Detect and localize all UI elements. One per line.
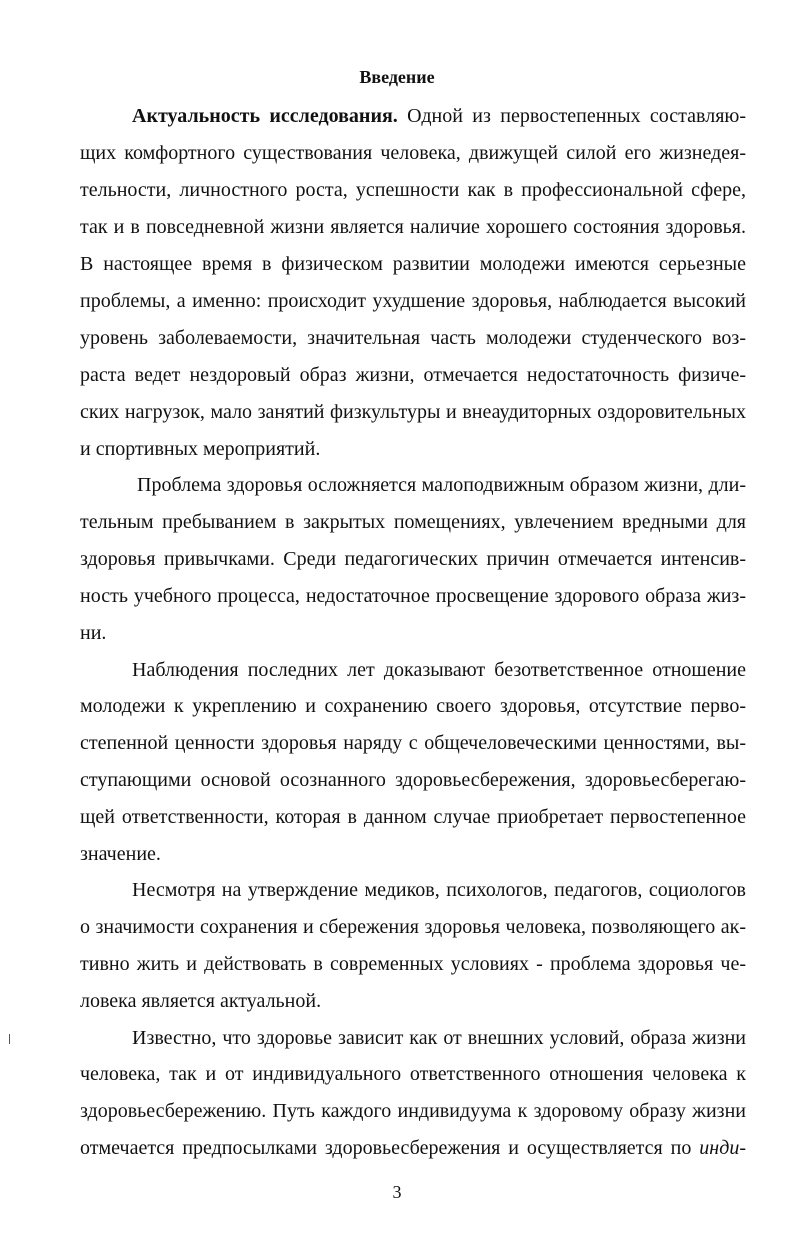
paragraph-2-line-5: ни. bbox=[80, 622, 107, 644]
section-lead-bold: Актуальность исследования. bbox=[132, 105, 398, 127]
paragraph-3-line-3: степенной ценности здоровья наряду с общечеловеческими ценностями, вы- bbox=[80, 732, 746, 754]
paragraph-5-line-2: человека, так и от индивидуального ответственного отношения человека к bbox=[80, 1063, 746, 1085]
paragraph-1-line-6: проблемы, а именно: происходит ухудшение здоровья, наблюдается высокий bbox=[80, 290, 746, 312]
paragraph-1-line-9: ских нагрузок, мало занятий физкультуры и внеаудиторных оздоровительных bbox=[80, 401, 746, 423]
paragraph-1-line-3: тельности, личностного роста, успешности как в профессиональной сфере, bbox=[80, 179, 746, 201]
paragraph-5-line-3: здоровьесбережению. Путь каждого индивидуума к здоровому образу жизни bbox=[80, 1100, 746, 1122]
italic-word-fragment: инди- bbox=[699, 1137, 746, 1159]
paragraph-4-line-2: о значимости сохранения и сбережения здоровья человека, позволяющего ак- bbox=[80, 916, 746, 938]
paragraph-3-line-1: Наблюдения последних лет доказывают безответственное отношение bbox=[132, 659, 746, 681]
line-text: Одной из первостепенных составляю- bbox=[397, 105, 747, 127]
paragraph-1-line-2: щих комфортного существования человека, движущей силой его жизнедея- bbox=[80, 142, 746, 164]
paragraph-3-line-4: ступающими основой осознанного здоровьесбережения, здоровьесберегаю- bbox=[80, 769, 746, 791]
paragraph-2-line-1: Проблема здоровья осложняется малоподвижным образом жизни, дли- bbox=[137, 474, 746, 496]
scan-margin-mark bbox=[9, 1034, 10, 1044]
paragraph-1-line-1 bbox=[132, 102, 746, 130]
paragraph-4-line-4: ловека является актуальной. bbox=[80, 990, 322, 1012]
paragraph-3-line-6: значение. bbox=[80, 843, 161, 865]
paragraph-1-line-8: раста ведет нездоровый образ жизни, отмечается недостаточность физиче- bbox=[80, 364, 746, 386]
paragraph-2-line-3: здоровья привычками. Среди педагогических причин отмечается интенсив- bbox=[80, 548, 746, 570]
paragraph-4-line-1: Несмотря на утверждение медиков, психологов, педагогов, социологов bbox=[132, 879, 746, 901]
paragraph-3-line-5: щей ответственности, которая в данном случае приобретает первостепенное bbox=[80, 806, 746, 828]
paragraph-5-line-1: Известно, что здоровье зависит как от внешних условий, образа жизни bbox=[132, 1027, 746, 1049]
paragraph-4-line-3: тивно жить и действовать в современных условиях - проблема здоровья че- bbox=[80, 953, 746, 975]
page-heading: Введение bbox=[359, 67, 435, 87]
page-number: 3 bbox=[392, 1182, 402, 1202]
paragraph-3-line-2: молодежи к укреплению и сохранению своего здоровья, отсутствие перво- bbox=[80, 695, 746, 717]
paragraph-1-line-7: уровень заболеваемости, значительная часть молодежи студенческого воз- bbox=[80, 327, 746, 349]
paragraph-1-line-4: так и в повседневной жизни является наличие хорошего состояния здоровья. bbox=[80, 216, 746, 238]
paragraph-1-line-5: В настоящее время в физическом развитии молодежи имеются серьезные bbox=[80, 253, 746, 275]
paragraph-5-line-4 bbox=[80, 1134, 746, 1162]
paragraph-1-line-10: и спортивных мероприятий. bbox=[80, 438, 321, 460]
paragraph-2-line-4: ность учебного процесса, недостаточное просвещение здорового образа жиз- bbox=[80, 585, 746, 607]
paragraph-2-line-2: тельным пребыванием в закрытых помещениях, увлечением вредными для bbox=[80, 511, 746, 533]
line-text: отмечается предпосылками здоровьесбережения и осуществляется по bbox=[80, 1137, 700, 1159]
